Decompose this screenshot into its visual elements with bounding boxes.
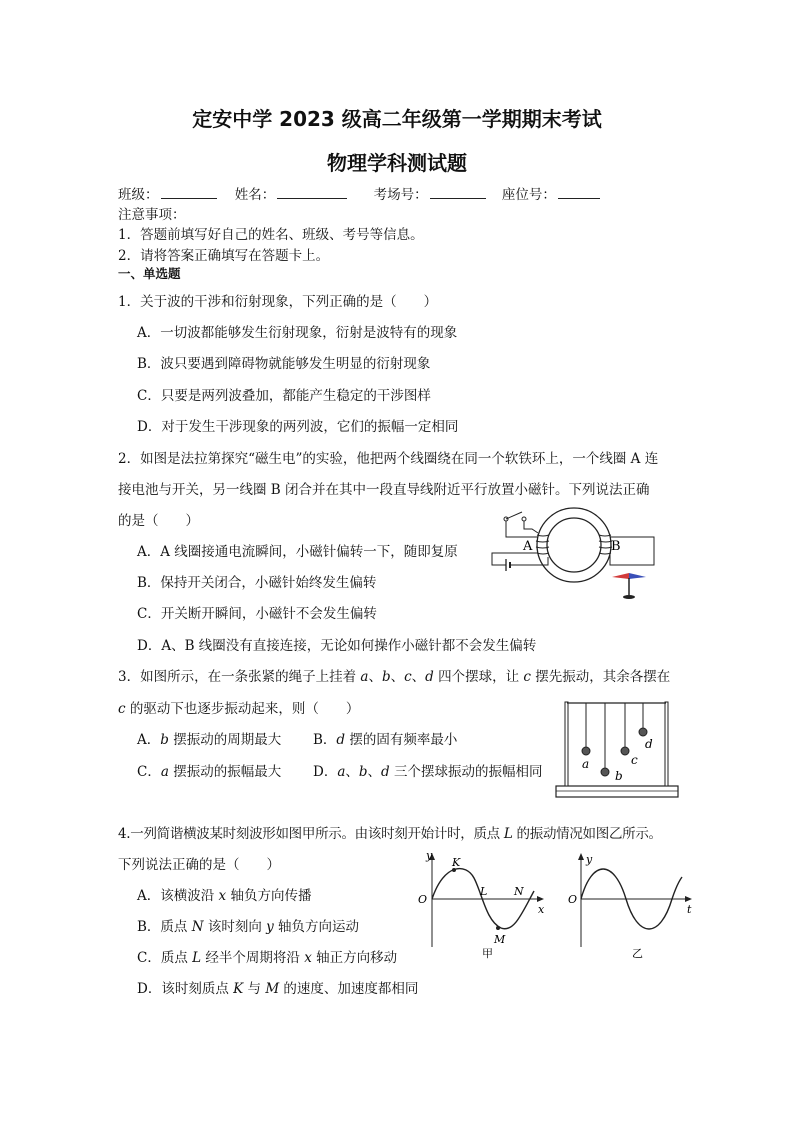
- axis-x-label: x: [538, 903, 545, 916]
- needle-north: [612, 573, 629, 579]
- class-blank[interactable]: [161, 186, 217, 199]
- q4-option-d[interactable]: D．该时刻质点 K 与 M 的速度、加速度都相同: [137, 981, 419, 997]
- q2-option-a[interactable]: A．A 线圈接通电流瞬间，小磁针偏转一下，随即复原: [137, 544, 458, 560]
- exam-room-blank[interactable]: [430, 186, 486, 199]
- q1-option-d[interactable]: D．对于发生干涉现象的两列波，它们的振幅一定相同: [137, 419, 459, 435]
- wave-figure-jia: [414, 851, 549, 961]
- needle-south: [629, 573, 646, 579]
- point-m-label: M: [494, 933, 506, 946]
- figure-caption-yi: 乙: [632, 947, 643, 960]
- q4-option-c[interactable]: C．质点 L 经半个周期将沿 x 轴正方向移动: [137, 950, 398, 966]
- coil-a-label: A: [523, 539, 533, 554]
- q2-option-d[interactable]: D．A、B 线圈没有直接连接，无论如何操作小磁针都不会发生偏转: [137, 638, 537, 654]
- notice-item: 1．答题前填写好自己的姓名、班级、考号等信息。: [118, 227, 424, 243]
- q3-option-b[interactable]: B．d 摆的固有频率最小: [313, 732, 458, 748]
- name-label: 姓名：: [234, 187, 276, 203]
- class-label: 班级：: [118, 187, 159, 203]
- pendulum-a-label: a: [582, 757, 590, 771]
- q3-option-a[interactable]: A．b 摆振动的周期最大: [137, 732, 282, 748]
- q2-option-b[interactable]: B．保持开关闭合，小磁针始终发生偏转: [137, 575, 377, 591]
- q1-option-b[interactable]: B．波只要遇到障碍物就能够发生明显的衍射现象: [137, 356, 431, 372]
- q4-stem-line: 4.一列简谐横波某时刻波形如图甲所示。由该时刻开始计时，质点 L 的振动情况如图乙所示。: [118, 826, 662, 842]
- q2-stem-line: 的是（ ）: [118, 513, 199, 529]
- axis-y-label: y: [426, 851, 433, 862]
- info-fields: [118, 183, 604, 203]
- name-blank[interactable]: [277, 186, 347, 199]
- pendulum-figure: [555, 694, 680, 802]
- coil-experiment-figure: [488, 507, 666, 607]
- q2-stem-line: 接电池与开关，另一线圈 B 闭合并在其中一段直导线附近平行放置小磁针。下列说法正确: [118, 482, 650, 498]
- exam-subtitle: 物理学科测试题: [327, 151, 467, 175]
- section-heading: 一、单选题: [118, 266, 181, 281]
- figure-caption-jia: 甲: [482, 947, 493, 960]
- q3-stem-line: c 的驱动下也逐步振动起来，则（ ）: [118, 701, 360, 717]
- exam-room-label: 考场号：: [373, 187, 428, 203]
- q1-option-c[interactable]: C．只要是两列波叠加，都能产生稳定的干涉图样: [137, 388, 431, 404]
- axis-t-label: t: [687, 903, 692, 916]
- q1-option-a[interactable]: A．一切波都能够发生衍射现象，衍射是波特有的现象: [137, 325, 458, 341]
- origin-label: O: [418, 893, 428, 906]
- origin-label: O: [568, 893, 578, 906]
- q4-stem-line: 下列说法正确的是（ ）: [118, 857, 280, 873]
- seat-blank[interactable]: [558, 186, 600, 199]
- seat-label: 座位号：: [501, 187, 556, 203]
- q3-option-d[interactable]: D．a、b、d 三个摆球振动的振幅相同: [313, 764, 543, 780]
- point-k-label: K: [452, 856, 461, 869]
- q4-option-b[interactable]: B．质点 N 该时刻向 y 轴负方向运动: [137, 919, 360, 935]
- q4-option-a[interactable]: A．该横波沿 x 轴负方向传播: [137, 888, 312, 904]
- point-n-label: N: [514, 885, 524, 898]
- q2-option-c[interactable]: C．开关断开瞬间，小磁针不会发生偏转: [137, 606, 377, 622]
- coil-b-label: B: [611, 539, 621, 554]
- q3-stem-line: 3．如图所示，在一条张紧的绳子上挂着 a、b、c、d 四个摆球，让 c 摆先振动，其余各摆在: [118, 669, 671, 685]
- pendulum-c-label: c: [631, 753, 638, 767]
- vibration-figure-yi: [566, 851, 696, 961]
- notice-item: 2．请将答案正确填写在答题卡上。: [118, 248, 330, 264]
- pendulum-d-label: d: [645, 737, 653, 751]
- q2-stem-line: 2．如图是法拉第探究“磁生电”的实验，他把两个线圈绕在同一个软铁环上，一个线圈 A 连: [118, 451, 659, 467]
- point-l-label: L: [480, 885, 488, 898]
- exam-title: 定安中学 2023 级高二年级第一学期期末考试: [192, 107, 602, 131]
- notice-heading: 注意事项：: [118, 207, 186, 223]
- axis-y-label: y: [586, 853, 593, 866]
- q3-option-c[interactable]: C．a 摆振动的振幅最大: [137, 764, 282, 780]
- q1-stem: 1．关于波的干涉和衍射现象，下列正确的是（ ）: [118, 294, 438, 310]
- pendulum-b-label: b: [615, 769, 623, 783]
